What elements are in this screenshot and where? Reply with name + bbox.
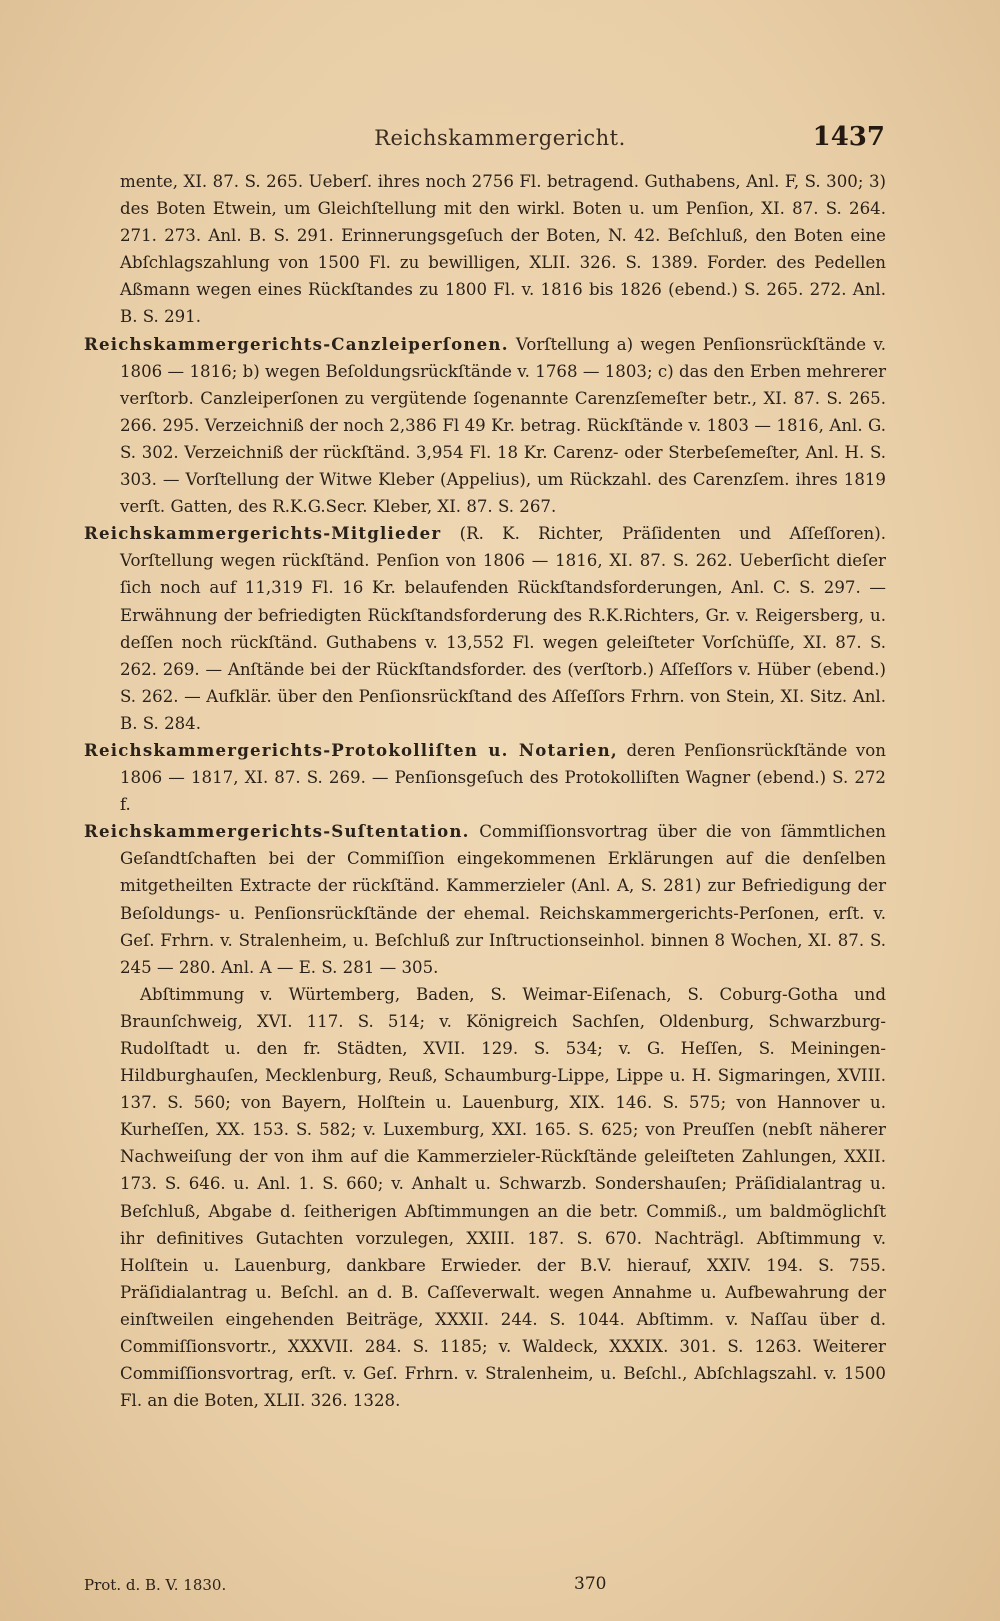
footer-signature: Prot. d. B. V. 1830.	[84, 1576, 227, 1594]
index-entry-sustentation	[84, 818, 886, 981]
index-entry-mitglieder	[84, 520, 886, 737]
footer-sheet-number: 370	[574, 1574, 607, 1594]
running-head: Reichskammergericht.	[374, 126, 626, 150]
entry-heading: Reichskammergerichts-Suſtentation.	[84, 821, 470, 842]
entry-text: deren Penſionsrückſtände von 1806 — 1817, XI. 87. S. 269. — Penſionsgeſuch des Protokolliſten Wagner (ebend.) S. 272 f.	[120, 740, 886, 815]
continued-paragraph: mente, XI. 87. S. 265. Ueberſ. ihres noch 2756 Fl. betragend. Guthabens, Anl. F, S. 300; 3) des Boten Etwein, um Gleichſtellung mit den wirkl. Boten u. um Penſion, XI. 87. S. 264. 271. 273. Anl. B. S. 291. Erinnerungsgeſuch der Boten, N. 42. Beſchluß, den Boten eine Abſchlagszahlung von 1500 Fl. zu bewilligen, XLII. 326. S. 1389. Forder. des Pedellen Aßmann wegen eines Rückſtandes zu 1800 Fl. v. 1816 bis 1826 (ebend.) S. 265. 272. Anl. B. S. 291.	[120, 172, 886, 327]
entry-heading: Reichskammergerichts-Protokolliſten u. Notarien,	[84, 739, 618, 760]
entry-heading: Reichskammergerichts-Canzleiperſonen.	[84, 333, 509, 354]
index-entry-protokollisten	[84, 737, 886, 818]
index-subparagraph: Abſtimmung v. Würtemberg, Baden, S. Weimar-Eiſenach, S. Coburg-Gotha und Braunſchweig, XVI. 117. S. 514; v. Königreich Sachſen, Oldenburg, Schwarzburg-Rudolſtadt u. den fr. Städten, XVII. 129. S. 534; v. G. Heſſen, S. Meiningen-Hildburghauſen, Mecklenburg, Reuß, Schaumburg-Lippe, Lippe u. H. Sigmaringen, XVIII. 137. S. 560; von Bayern, Holſtein u. Lauenburg, XIX. 146. S. 575; von Hannover u. Kurheſſen, XX. 153. S. 582; v. Luxemburg, XXI. 165. S. 625; von Preuſſen (nebſt näherer Nachweiſung der von ihm auf die Kammerzieler-Rückſtände geleiſteten Zahlungen, XXII. 173. S. 646. u. Anl. 1. S. 660; v. Anhalt u. Schwarzb. Sondershauſen; Präſidialantrag u. Beſchluß, Abgabe d. ſeitherigen Abſtimmungen an die betr. Commiß., um baldmöglichſt ihr definitives Gutachten vorzulegen, XXIII. 187. S. 670. Nachträgl. Abſtimmung v. Holſtein u. Lauenburg, dankbare Erwieder. der B.V. hierauf, XXIV. 194. S. 755. Präſidialantrag u. Beſchl. an d. B. Caſſeverwalt. wegen Annahme u. Aufbewahrung der einſtweilen eingehenden Beiträge, XXXII. 244. S. 1044. Abſtimm. v. Naſſau über d. Commiſſionsvortr., XXXVII. 284. S. 1185; v. Waldeck, XXXIX. 301. S. 1263. Weiterer Commiſſionsvortrag, erſt. v. Geſ. Frhrn. v. Stralenheim, u. Beſchl., Abſchlagszahl. v. 1500 Fl. an die Boten, XLII. 326. 1328.	[120, 984, 886, 1411]
index-entry-canzleipersonen	[84, 331, 886, 521]
entry-heading: Reichskammergerichts-Mitglieder	[84, 523, 442, 544]
entry-text: (R. K. Richter, Präſidenten und Aſſeſſoren). Vorſtellung wegen rückſtänd. Penſion von 1806 — 1816, XI. 87. S. 262. Ueberſicht dieſer ſich noch auf 11,319 Fl. 16 Kr. belaufenden Rückſtandsforderungen, Anl. C. S. 297. — Erwähnung der befriedigten Rückſtandsforderung des R.K.Richters, Gr. v. Reigersberg, u. deſſen noch rückſtänd. Guthabens v. 13,552 Fl. wegen geleiſteter Vorſchüſſe, XI. 87. S. 262. 269. — Anſtände bei der Rückſtandsforder. des (verſtorb.) Aſſeſſors v. Hüber (ebend.) S. 262. — Aufklär. über den Penſionsrückſtand des Aſſeſſors Frhrn. von Stein, XI. Sitz. Anl. B. S. 284.	[120, 524, 886, 733]
page-header	[115, 122, 885, 154]
page-body	[84, 168, 886, 1414]
page-number: 1437	[812, 122, 885, 152]
entry-text: Vorſtellung a) wegen Penſionsrückſtände v. 1806 — 1816; b) wegen Beſoldungsrückſtände v. 1768 — 1803; c) das den Erben mehrerer verſtorb. Canzleiperſonen zu vergütende ſogenannte Carenzſemeſter betr., XI. 87. S. 265. 266. 295. Verzeichniß der noch 2,386 Fl 49 Kr. betrag. Rückſtände v. 1803 — 1816, Anl. G. S. 302. Verzeichniß der rückſtänd. 3,954 Fl. 18 Kr. Carenz- oder Sterbeſemeſter, Anl. H. S. 303. — Vorſtellung der Witwe Kleber (Appelius), um Rückzahl. des Carenzſem. ihres 1819 verſt. Gatten, des R.K.G.Secr. Kleber, XI. 87. S. 267.	[120, 334, 886, 517]
entry-text: Commiſſionsvortrag über die von ſämmtlichen Geſandtſchaften bei der Commiſſion eingekommenen Erklärungen auf die denſelben mitgetheilten Extracte der rückſtänd. Kammerzieler (Anl. A, S. 281) zur Befriedigung der Beſoldungs- u. Penſionsrückſtände der ehemal. Reichskammergerichts-Perſonen, erſt. v. Geſ. Frhrn. v. Stralenheim, u. Beſchluß zur Inſtructionseinhol. binnen 8 Wochen, XI. 87. S. 245 — 280. Anl. A — E. S. 281 — 305.	[120, 822, 886, 977]
page-footer	[84, 1574, 886, 1598]
